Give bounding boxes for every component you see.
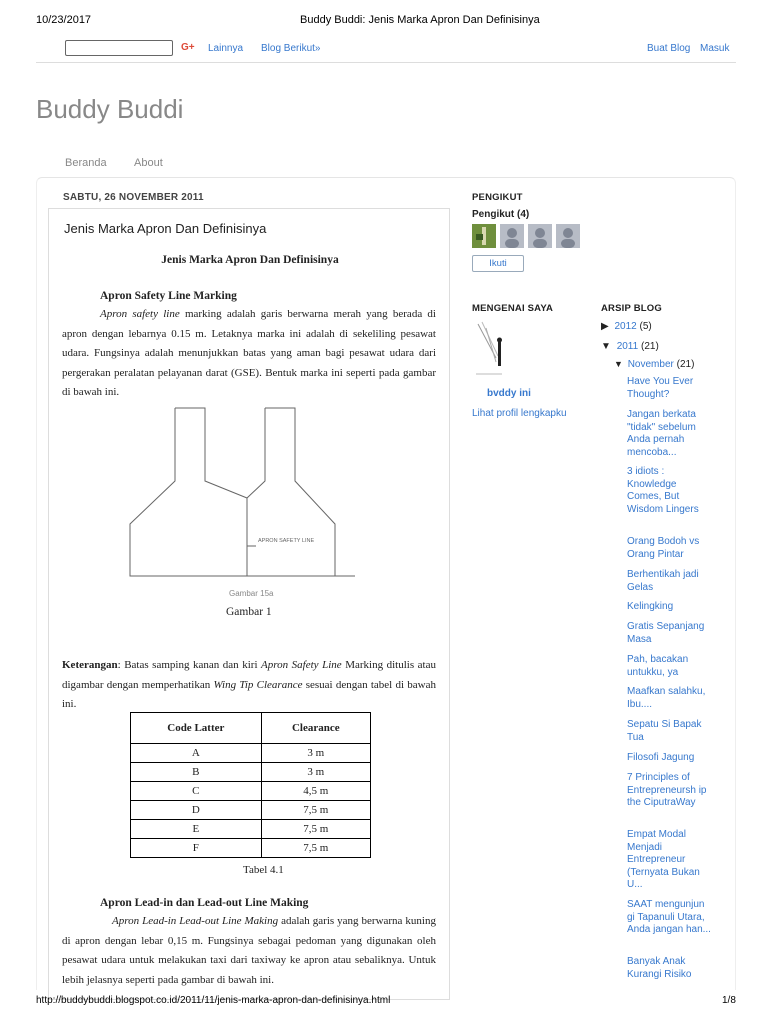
blog-title[interactable]: Buddy Buddi bbox=[36, 94, 184, 124]
table-row bbox=[131, 820, 371, 839]
apron-safety-line-figure bbox=[125, 406, 355, 602]
search-input[interactable] bbox=[65, 40, 173, 56]
table-header-row bbox=[131, 713, 371, 744]
archive-year-2012 bbox=[601, 321, 652, 332]
archive-post-link[interactable]: Banyak Anak Kurangi Risiko bbox=[627, 956, 692, 980]
table-cell: C bbox=[131, 782, 262, 801]
blogger-navbar bbox=[36, 36, 736, 63]
archive-post-link[interactable]: Jangan berkata "tidak" sebelum Anda pernah mencoba... bbox=[627, 409, 696, 458]
note-label: Keterangan bbox=[62, 659, 118, 671]
follower-avatar[interactable] bbox=[528, 224, 552, 248]
section-paragraph bbox=[62, 305, 436, 403]
follower-avatar[interactable] bbox=[472, 224, 496, 248]
person-icon bbox=[528, 224, 552, 248]
archive-year-link[interactable]: 2012 bbox=[614, 321, 637, 332]
person-icon bbox=[472, 224, 496, 248]
archive-post-link[interactable]: 3 idiots : Knowledge Comes, But Wisdom Lingers bbox=[627, 466, 699, 515]
print-title: Buddy Buddi: Jenis Marka Apron Dan Definisinya bbox=[300, 14, 540, 26]
followers-count: Pengikut (4) bbox=[472, 209, 530, 220]
archive-year-2011 bbox=[601, 341, 659, 352]
follower-avatar[interactable] bbox=[556, 224, 580, 248]
about-header: MENGENAI SAYA bbox=[472, 303, 554, 314]
print-date: 10/23/2017 bbox=[36, 14, 92, 26]
clearance-table bbox=[130, 712, 371, 858]
table-cell: 4,5 m bbox=[261, 782, 370, 801]
paragraph-text: marking adalah garis berwarna merah yang berada di apron dengan lebarnya 0.15 m. Letaknya marka ini adalah di sekeliling pesawat udara. Fungsinya adalah menunjukkan batas yang aman bagi pesawat udara dari pergerakan peralatan pelayanan darat (GSE). Bentuk marka ini seperti pada gambar di bawah ini. bbox=[62, 308, 436, 398]
section-heading: Apron Safety Line Marking bbox=[100, 290, 237, 302]
paragraph-text: adalah garis yang berwarna kuning di apron dengan lebar 0,15 m. Fungsinya sebagai pedoman yang digunakan oleh pesawat udara untuk melakukan taxi dari taxiway ke apron atau sebaliknya. Untuk lebih jelasnya seperti pada gambar di bawah ini. bbox=[62, 915, 436, 986]
table-row bbox=[131, 801, 371, 820]
archive-month-november bbox=[614, 359, 694, 370]
archive-post-link[interactable]: Kelingking bbox=[627, 601, 674, 612]
profile-photo[interactable] bbox=[472, 318, 522, 380]
note-text: Marking ditulis atau digambar dengan memperhatikan bbox=[62, 659, 436, 691]
profile-name-link[interactable]: bvddy ini bbox=[487, 388, 531, 399]
archive-post-link[interactable]: Sepatu Si Bapak Tua bbox=[627, 719, 702, 743]
archive-post-link[interactable]: Gratis Sepanjang Masa bbox=[627, 621, 705, 645]
archive-post-link[interactable]: 7 Principles of Entrepreneursh ip the CiputraWay bbox=[627, 772, 707, 808]
expand-arrow-icon[interactable]: ▶ bbox=[601, 321, 609, 332]
italic-term: Apron Lead-in Lead-out Line Making bbox=[112, 915, 279, 927]
profile-link[interactable]: Lihat profil lengkapku bbox=[472, 408, 567, 419]
archive-post-link[interactable]: Berhentikah jadi Gelas bbox=[627, 569, 699, 593]
column-header: Clearance bbox=[261, 713, 370, 744]
document-heading: Jenis Marka Apron Dan Definisinya bbox=[161, 254, 339, 266]
archive-post-link[interactable]: Maafkan salahku, Ibu.... bbox=[627, 686, 706, 710]
section-heading: Apron Lead-in dan Lead-out Line Making bbox=[100, 897, 309, 909]
archive-year-link[interactable]: 2011 bbox=[616, 341, 639, 352]
archive-count: (21) bbox=[676, 359, 695, 370]
table-cell: D bbox=[131, 801, 262, 820]
tab-home[interactable]: Beranda bbox=[65, 157, 107, 169]
date-header: SABTU, 26 NOVEMBER 2011 bbox=[63, 192, 204, 203]
follower-avatar[interactable] bbox=[500, 224, 524, 248]
print-url: http://buddybuddi.blogspot.co.id/2011/11/jenis-marka-apron-dan-definisinya.html bbox=[36, 995, 391, 1006]
table-cell: 7,5 m bbox=[261, 839, 370, 858]
italic-term: Apron safety line bbox=[100, 308, 180, 320]
figure-caption: Gambar 1 bbox=[226, 606, 272, 618]
collapse-arrow-icon[interactable]: ▼ bbox=[601, 341, 611, 352]
archive-post-link[interactable]: Filosofi Jagung bbox=[627, 752, 695, 763]
sign-in-link[interactable]: Masuk bbox=[700, 43, 730, 54]
italic-term: Apron Safety Line bbox=[261, 659, 342, 671]
note-text: sesuai dengan tabel di bawah ini. bbox=[62, 678, 436, 710]
figure-inner-caption: Gambar 15a bbox=[229, 589, 274, 598]
create-blog-link[interactable]: Buat Blog bbox=[647, 43, 691, 54]
table-cell: B bbox=[131, 763, 262, 782]
archive-post-link[interactable]: Pah, bacakan untukku, ya bbox=[627, 654, 689, 678]
person-icon bbox=[500, 224, 524, 248]
next-blog-link[interactable]: Blog Berikut» bbox=[261, 43, 321, 54]
table-row bbox=[131, 744, 371, 763]
archive-post-link[interactable]: Have You Ever Thought? bbox=[627, 376, 694, 400]
google-plus-icon[interactable]: G+ bbox=[181, 42, 195, 53]
post-title[interactable]: Jenis Marka Apron Dan Definisinya bbox=[64, 221, 267, 236]
note-text: : Batas samping kanan dan kiri bbox=[117, 659, 262, 671]
followers-header: PENGIKUT bbox=[472, 192, 523, 203]
print-page-number: 1/8 bbox=[722, 995, 736, 1006]
archive-count: (5) bbox=[639, 321, 652, 332]
table-cell: 3 m bbox=[261, 744, 370, 763]
person-icon bbox=[556, 224, 580, 248]
table-cell: 7,5 m bbox=[261, 820, 370, 839]
archive-post-link[interactable]: SAAT mengunjun gi Tapanuli Utara, Anda jangan han... bbox=[627, 899, 711, 935]
table-cell: 7,5 m bbox=[261, 801, 370, 820]
archive-post-link[interactable]: Orang Bodoh vs Orang Pintar bbox=[627, 536, 700, 560]
more-link[interactable]: Lainnya bbox=[208, 43, 244, 54]
tab-about[interactable]: About bbox=[134, 157, 163, 169]
archive-month-link[interactable]: November bbox=[627, 359, 674, 370]
archive-header: ARSIP BLOG bbox=[601, 303, 662, 314]
table-cell: F bbox=[131, 839, 262, 858]
column-header: Code Latter bbox=[131, 713, 262, 744]
table-row bbox=[131, 782, 371, 801]
archive-count: (21) bbox=[640, 341, 659, 352]
note-paragraph bbox=[62, 656, 436, 715]
section-paragraph bbox=[62, 912, 436, 990]
table-caption: Tabel 4.1 bbox=[243, 864, 284, 876]
italic-term: Wing Tip Clearance bbox=[213, 678, 303, 691]
table-row bbox=[131, 763, 371, 782]
archive-post-link[interactable]: Empat Modal Menjadi Entrepreneur (Ternyata Bukan U... bbox=[627, 829, 700, 890]
collapse-arrow-icon[interactable]: ▼ bbox=[614, 359, 623, 369]
table-cell: 3 m bbox=[261, 763, 370, 782]
table-cell: A bbox=[131, 744, 262, 763]
figure-label: APRON SAFETY LINE bbox=[258, 538, 315, 544]
follow-button[interactable]: Ikuti bbox=[472, 255, 524, 272]
table-cell: E bbox=[131, 820, 262, 839]
table-row bbox=[131, 839, 371, 858]
